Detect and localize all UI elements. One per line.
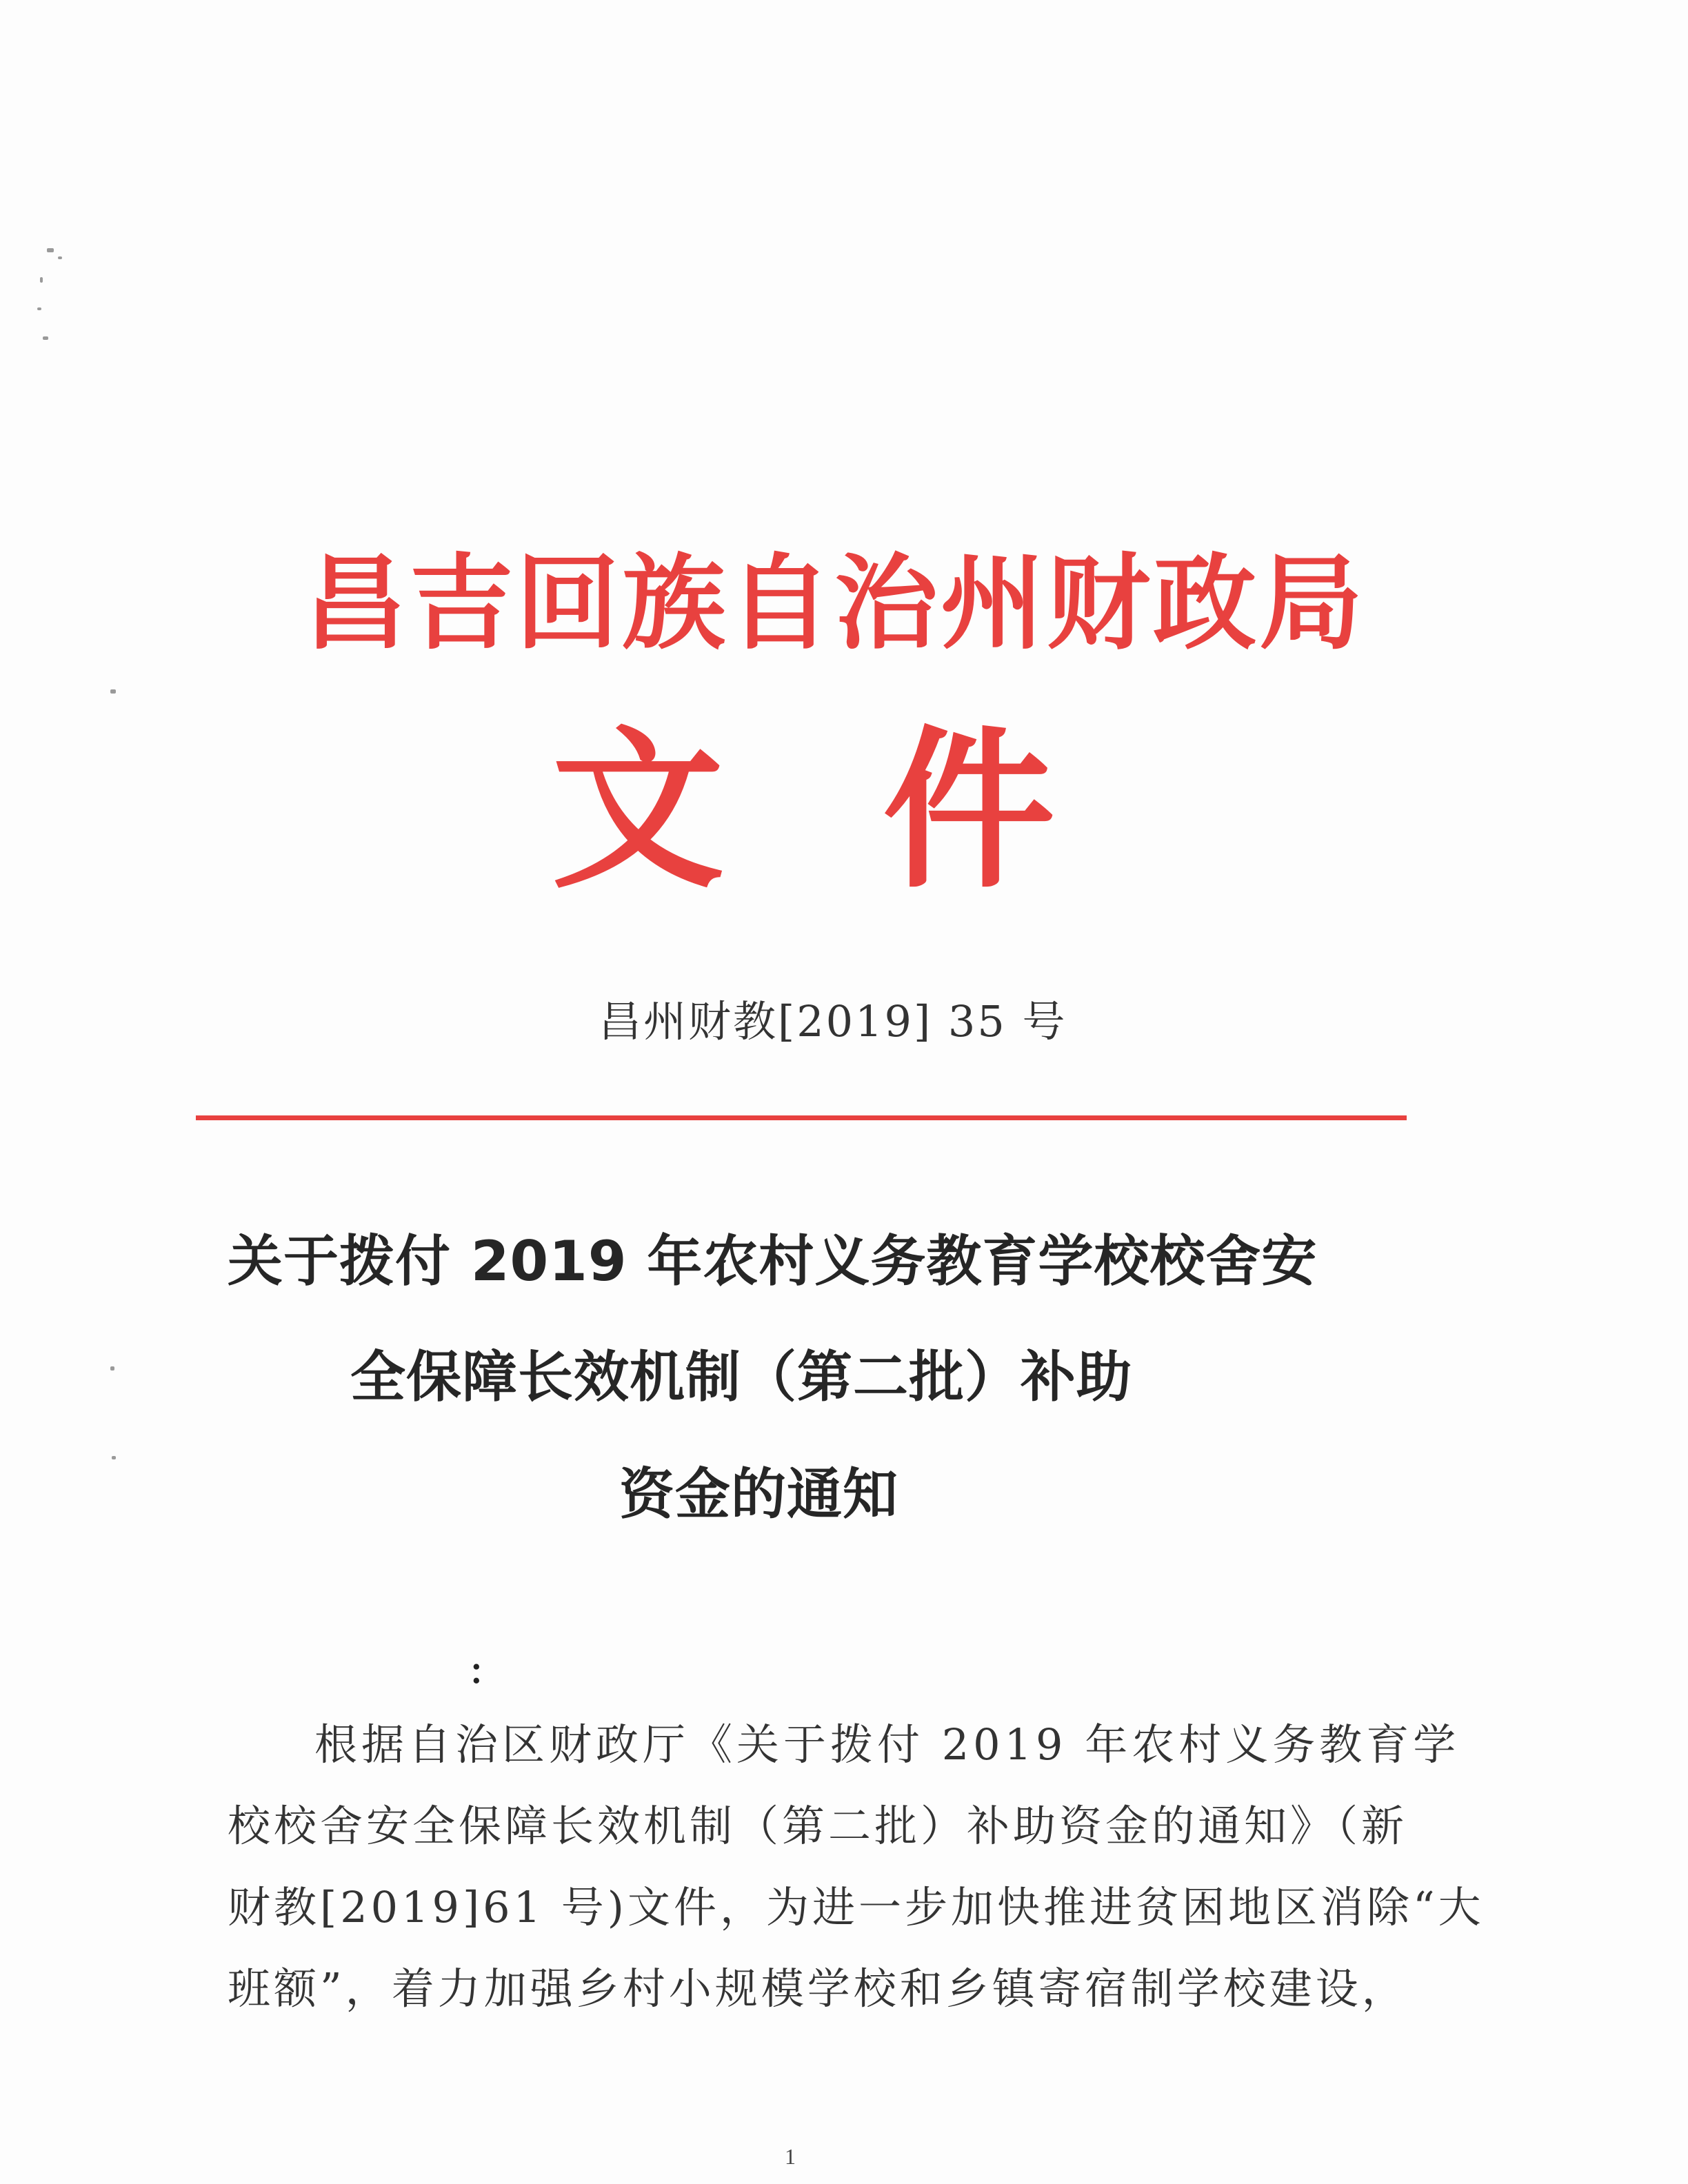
body-paragraph-line: 班额”，着力加强乡村小规模学校和乡镇寄宿制学校建设， bbox=[228, 1963, 1408, 2014]
document-type-char-2: 件 bbox=[883, 709, 1055, 911]
body-paragraph-line: 根据自治区财政厅《关于拨付 2019 年农村义务教育学 bbox=[314, 1719, 1460, 1770]
scan-speck bbox=[112, 1456, 116, 1459]
scan-speck bbox=[40, 277, 43, 283]
scan-speck bbox=[37, 307, 41, 310]
scan-speck bbox=[43, 336, 48, 340]
notice-title-line-3: 资金的通知 bbox=[619, 1462, 898, 1526]
body-paragraph-line: 校校舍安全保障长效机制（第二批）补助资金的通知》（新 bbox=[228, 1801, 1408, 1851]
scan-speck bbox=[47, 248, 54, 252]
issuing-agency-title: 昌吉回族自治州财政局 bbox=[303, 543, 1366, 664]
scan-speck bbox=[110, 689, 116, 694]
notice-title-line-2: 全保障长效机制（第二批）补助 bbox=[350, 1345, 1132, 1409]
body-paragraph-line: 财教[2019]61 号)文件，为进一步加快推进贫困地区消除“大 bbox=[228, 1882, 1485, 1932]
document-type-heading bbox=[0, 709, 1688, 911]
salutation-colon: : bbox=[469, 1643, 484, 1694]
scan-speck bbox=[58, 256, 62, 259]
document-number: 昌州财教[2019] 35 号 bbox=[599, 996, 1067, 1046]
document-type-char-1: 文 bbox=[552, 709, 724, 911]
red-header-divider bbox=[196, 1115, 1407, 1120]
notice-title-line-1: 关于拨付 2019 年农村义务教育学校校舍安 bbox=[228, 1229, 1318, 1293]
page-number: 1 bbox=[785, 2144, 796, 2169]
scan-speck bbox=[110, 1366, 114, 1371]
